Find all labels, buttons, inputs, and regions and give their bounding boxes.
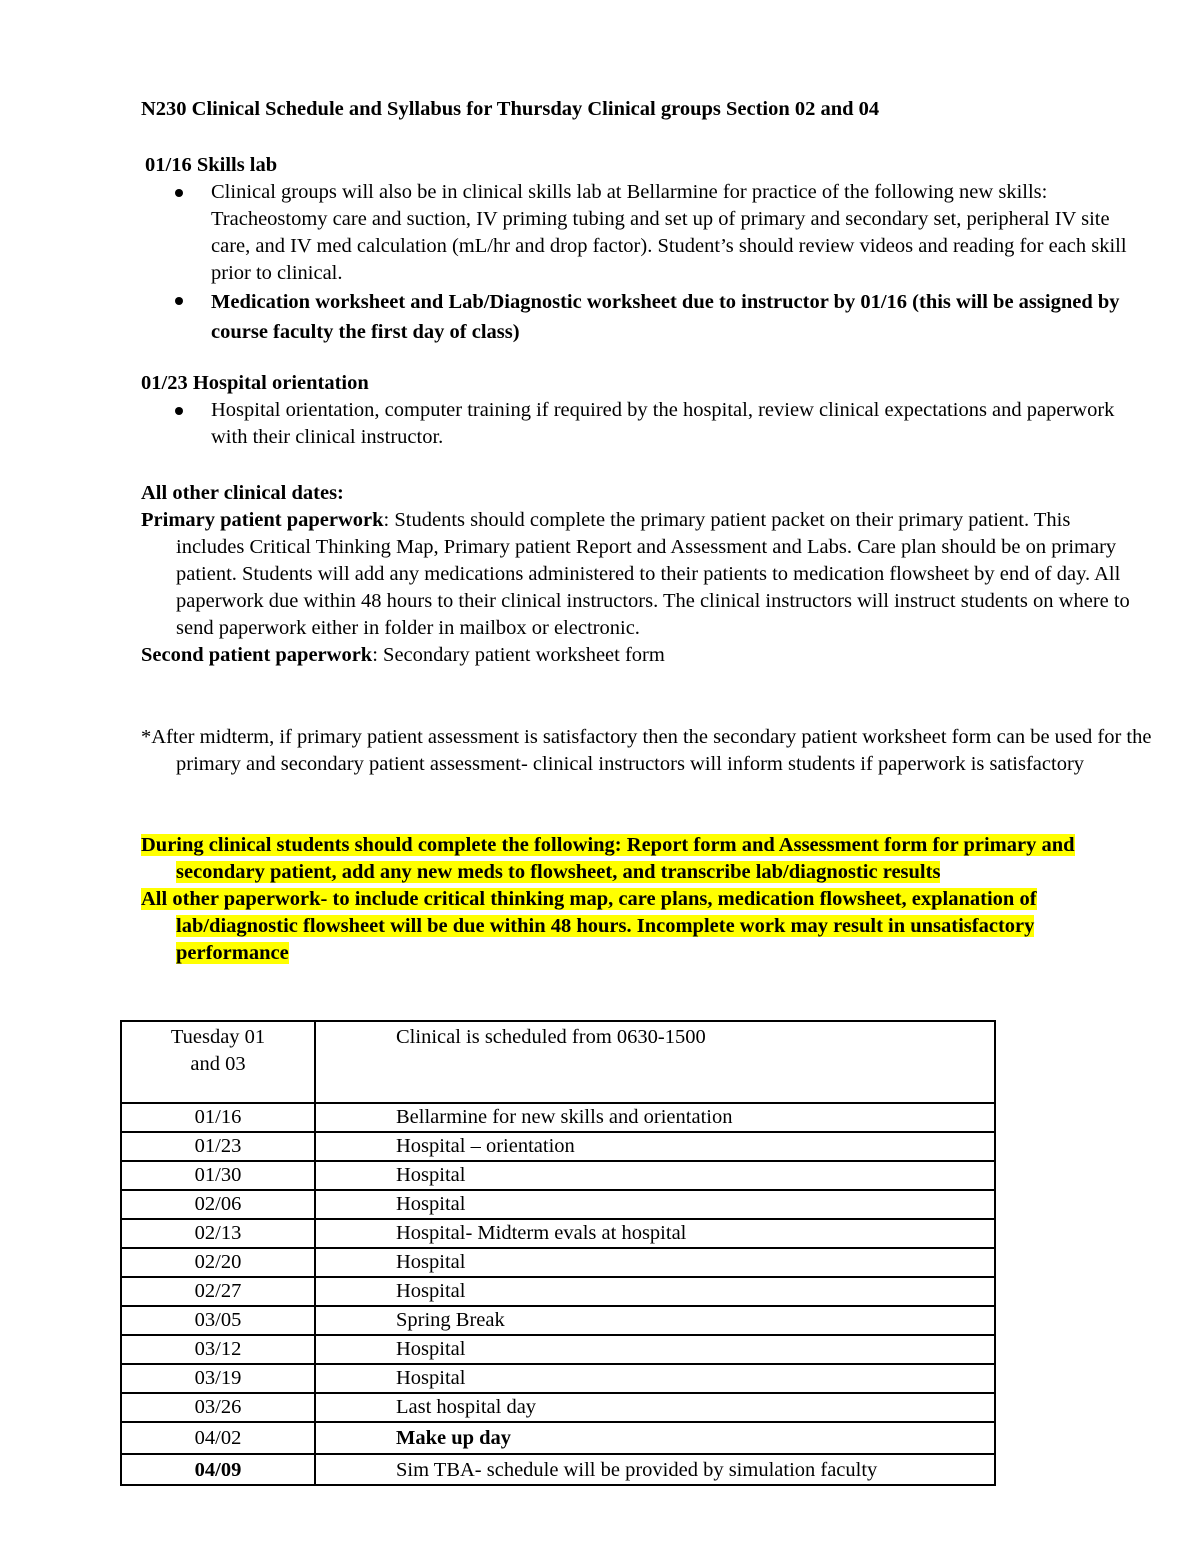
row-desc: Hospital [315, 1248, 995, 1277]
row-date: 03/05 [121, 1306, 315, 1335]
row-desc: Spring Break [315, 1306, 995, 1335]
during-clinical-note [141, 832, 1141, 886]
table-row [121, 1364, 995, 1393]
second-paperwork-text: : Secondary patient worksheet form [372, 644, 665, 666]
other-dates-heading: All other clinical dates: [141, 482, 344, 504]
orientation-list [141, 397, 1141, 451]
primary-paperwork [141, 507, 1141, 642]
midterm-note: *After midterm, if primary patient assessment is satisfactory then the secondary patient worksheet form can be used for the primary and secondary patient assessment- clinical instructors will inform students if paperwork is satisfactory [141, 726, 1152, 775]
table-row [121, 1132, 995, 1161]
primary-paperwork-label: Primary patient paperwork [141, 509, 384, 531]
row-desc: Bellarmine for new skills and orientation [315, 1103, 995, 1132]
table-row [121, 1335, 995, 1364]
row-desc: Hospital- Midterm evals at hospital [315, 1219, 995, 1248]
second-paperwork [141, 642, 1141, 669]
row-date: 02/20 [121, 1248, 315, 1277]
bullet-text: Clinical groups will also be in clinical skills lab at Bellarmine for practice of the following new skills: Tracheostomy care and suction, IV priming tubing and set up of primary and secondary set, peripheral IV site care, and IV med calculation (mL/hr and drop factor). Student’s should review videos and reading for each skill prior to clinical. [211, 181, 1127, 284]
row-date: 01/16 [121, 1103, 315, 1132]
row-date: 03/26 [121, 1393, 315, 1422]
bullet-icon [175, 189, 183, 197]
other-paperwork-note [141, 886, 1141, 967]
table-row [121, 1306, 995, 1335]
list-item [141, 397, 1141, 451]
orientation-heading: 01/23 Hospital orientation [141, 372, 369, 394]
header-left: Tuesday 01 and 03 [121, 1021, 315, 1103]
row-date: 03/12 [121, 1335, 315, 1364]
row-date: 04/09 [121, 1454, 315, 1485]
row-date: 02/27 [121, 1277, 315, 1306]
second-paperwork-label: Second patient paperwork [141, 644, 373, 666]
table-row [121, 1161, 995, 1190]
header-right: Clinical is scheduled from 0630-1500 [315, 1021, 995, 1103]
list-item [141, 287, 1141, 347]
table-row [121, 1248, 995, 1277]
row-date: 04/02 [121, 1422, 315, 1454]
row-desc: Hospital – orientation [315, 1132, 995, 1161]
primary-paperwork-text: : Students should complete the primary patient packet on their primary patient. This includes Critical Thinking Map, Primary patient Report and Assessment and Labs. Care plan should be on primary patient. Students will add any medications administered to their patients to medication flowsheet by end of day. All paperwork due within 48 hours to their clinical instructors. The clinical instructors will instruct students on where to send paperwork either in folder in mailbox or electronic. [176, 509, 1130, 639]
bullet-icon [175, 407, 183, 415]
page-title: N230 Clinical Schedule and Syllabus for Thursday Clinical groups Section 02 and 04 [141, 98, 880, 120]
row-desc: Sim TBA- schedule will be provided by simulation faculty [315, 1454, 995, 1485]
row-desc: Make up day [315, 1422, 995, 1454]
list-item [141, 179, 1141, 287]
table-row [121, 1454, 995, 1485]
row-desc: Hospital [315, 1190, 995, 1219]
row-desc: Hospital [315, 1161, 995, 1190]
table-row [121, 1277, 995, 1306]
row-date: 02/13 [121, 1219, 315, 1248]
row-date: 01/23 [121, 1132, 315, 1161]
bullet-icon [175, 297, 183, 305]
other-dates-section [141, 480, 1141, 669]
schedule-table [120, 1020, 996, 1486]
skills-lab-section [141, 152, 1141, 347]
orientation-section [141, 370, 1141, 451]
bullet-text: Hospital orientation, computer training if required by the hospital, review clinical expectations and paperwork with their clinical instructor. [211, 399, 1115, 448]
skills-lab-heading: 01/16 Skills lab [145, 154, 278, 176]
table-row [121, 1219, 995, 1248]
table-row [121, 1393, 995, 1422]
other-paperwork-text: All other paperwork- to include critical thinking map, care plans, medication flowsheet, explanation of lab/diagnostic flowsheet will be due within 48 hours. Incomplete work may result in unsatisfactory performance [141, 888, 1037, 964]
table-header-row [121, 1021, 995, 1103]
highlight-section [141, 832, 1141, 967]
table-row [121, 1103, 995, 1132]
row-desc: Last hospital day [315, 1393, 995, 1422]
row-desc: Hospital [315, 1335, 995, 1364]
row-date: 02/06 [121, 1190, 315, 1219]
table-row [121, 1422, 995, 1454]
skills-lab-list [141, 179, 1141, 347]
row-date: 03/19 [121, 1364, 315, 1393]
bullet-text: Medication worksheet and Lab/Diagnostic worksheet due to instructor by 01/16 (this will be assigned by course faculty the first day of class) [211, 291, 1120, 343]
table-row [121, 1190, 995, 1219]
row-desc: Hospital [315, 1277, 995, 1306]
row-desc: Hospital [315, 1364, 995, 1393]
during-clinical-text: During clinical students should complete the following: Report form and Assessment form for primary and secondary patient, add any new meds to flowsheet, and transcribe lab/diagnostic results [141, 834, 1075, 883]
row-date: 01/30 [121, 1161, 315, 1190]
